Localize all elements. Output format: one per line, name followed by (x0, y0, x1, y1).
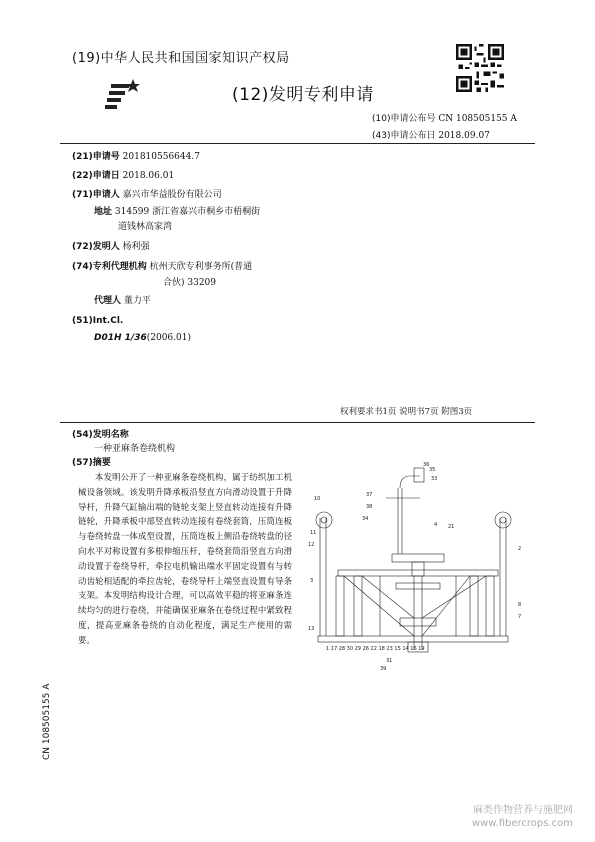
right-sprocket (495, 512, 511, 528)
label-10: 10 (314, 496, 321, 502)
doc-type-title: (12)发明专利申请 (232, 85, 374, 105)
invention-title: 一种亚麻条卷绕机构 (94, 444, 176, 454)
header-divider (60, 143, 535, 144)
abstract-text: 本发明公开了一种亚麻条卷绕机构，属于纺织加工机械设备领域。该发明升降承板沿竖直方向滑动设置于升降导杆，升降气缸输出端的链轮支架上竖直转动连接有升降链轮，升降承板中部竖直转动连接有卷绕套筒，压筒连板与卷绕转盘一体成型设置，压筒连板上侧沿卷绕转盘的径向水平对称设置有多根伸缩压杆，卷绕套筒沿竖直方向滑动设置于卷绕导杆，牵拉电机输出端水平固定设置有与转动齿轮相适配的牵拉齿轮，卷绕导杆上端竖直设置有导条支架。本发明结构设计合理，可以高效平稳的将亚麻条连续均匀的进行卷绕，并能确保亚麻条在卷绕过程中紧致程度，提高亚麻条卷绕的自动化程度，满足生产使用的需要。 (78, 472, 292, 645)
label-11: 11 (310, 530, 317, 536)
application-number: (21)申请号 201810556644.7 (72, 152, 200, 162)
bottom-labels: 1 17 28 30 29 26 22 18 23 15 14 16 19 (326, 646, 425, 652)
right-column (470, 576, 478, 636)
side-publication-number: CN 108505155 A (42, 683, 52, 760)
label-12: 12 (308, 542, 315, 548)
title-label: (54)发明名称 (72, 430, 129, 440)
page-counts: 权利要求书1页 说明书7页 附图3页 (340, 407, 473, 417)
int-cl-label: (51)Int.Cl. (72, 316, 124, 326)
address-line-2: 道钱林高家湾 (118, 222, 173, 232)
label-35: 35 (429, 467, 436, 473)
counts-divider (60, 422, 535, 423)
label-4: 4 (434, 522, 438, 528)
label-38: 38 (366, 504, 373, 510)
label-34: 34 (362, 516, 369, 522)
int-cl-value: D01H 1/36(2006.01) (94, 333, 191, 343)
label-7: 7 (518, 614, 522, 620)
label-39: 39 (380, 666, 387, 672)
watermark-url: www.fibercrops.com (471, 818, 573, 829)
abstract-label: (57)摘要 (72, 458, 111, 468)
label-8: 8 (518, 602, 522, 608)
address: 地址 314599 浙江省嘉兴市桐乡市梧桐街 (94, 207, 261, 217)
label-31: 31 (386, 658, 393, 664)
winding-turntable (392, 554, 444, 562)
office-name: (19)中华人民共和国国家知识产权局 (72, 51, 290, 66)
left-column-2 (354, 576, 362, 636)
label-37: 37 (366, 492, 373, 498)
inventor: (72)发明人 杨利强 (72, 242, 150, 252)
label-33: 33 (431, 476, 438, 482)
label-36: 36 (423, 462, 430, 468)
label-2: 2 (518, 546, 522, 552)
application-date: (22)申请日 2018.06.01 (72, 171, 175, 181)
applicant: (71)申请人 嘉兴市华益股份有限公司 (72, 190, 222, 200)
patent-agency: (74)专利代理机构 杭州天欣专利事务所(普通 (72, 262, 253, 272)
publication-date: (43)申请公布日 2018.09.07 (372, 131, 490, 141)
base-plate (318, 636, 508, 642)
left-column (336, 576, 344, 636)
cnipa-logo (95, 75, 150, 113)
left-sprocket (316, 512, 332, 528)
right-column-2 (486, 576, 494, 636)
label-13: 13 (308, 626, 315, 632)
publication-number: (10)申请公布号 CN 108505155 A (372, 114, 517, 124)
agent: 代理人 董力平 (94, 296, 151, 306)
label-21: 21 (448, 524, 455, 530)
patent-agency-line-2: 合伙) 33209 (163, 278, 217, 288)
watermark-title: 麻类作物营养与施肥网 (473, 805, 573, 816)
top-plate (338, 570, 498, 576)
label-3: 3 (310, 578, 314, 584)
mechanism-drawing (300, 458, 535, 673)
qr-code (456, 44, 504, 92)
